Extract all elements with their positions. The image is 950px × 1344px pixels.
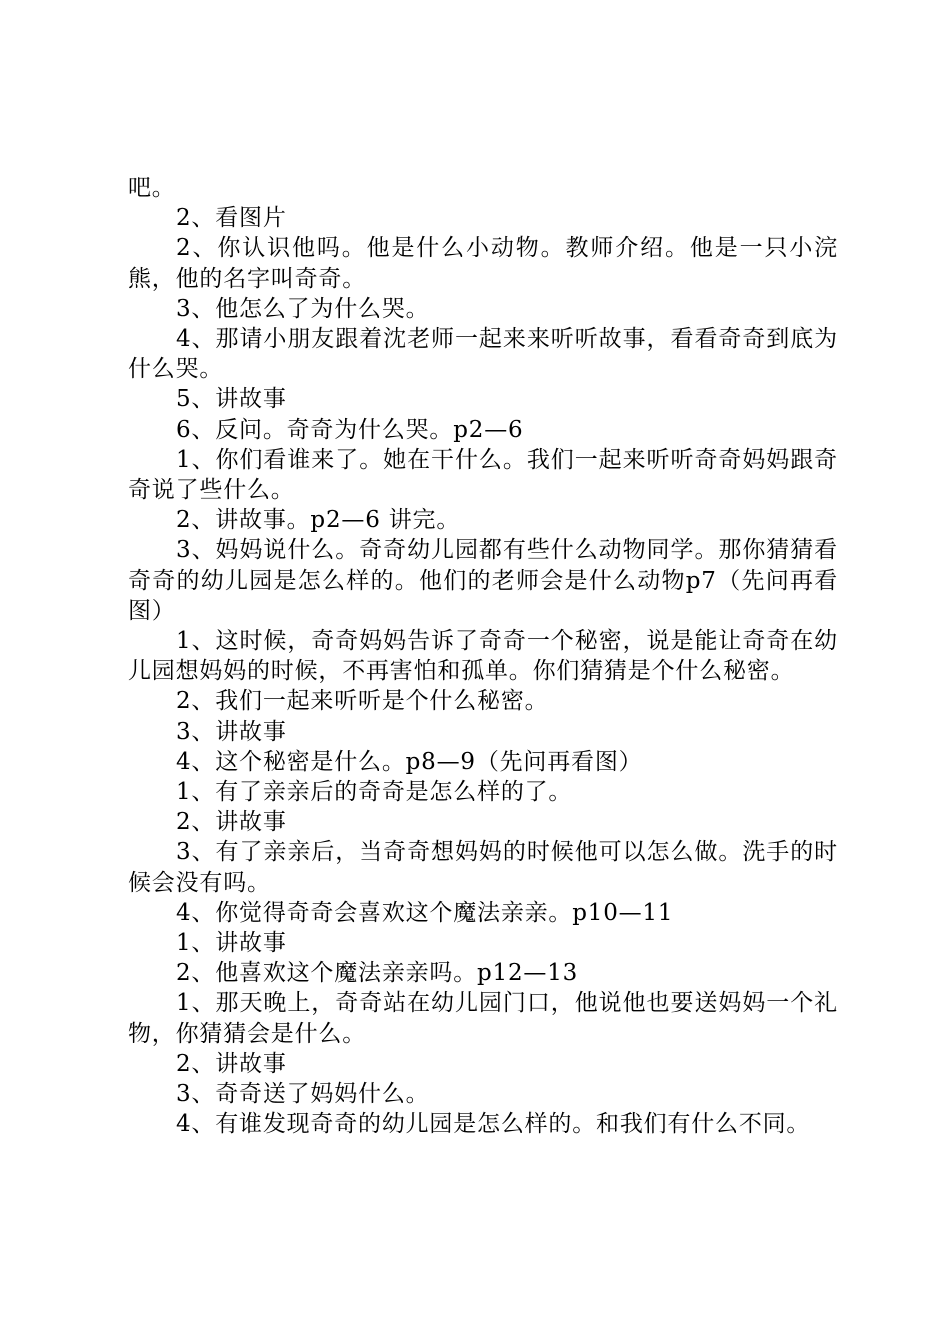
paragraph: 4、有谁发现奇奇的幼儿园是怎么样的。和我们有什么不同。	[176, 1111, 811, 1138]
paragraph: 吧。	[128, 175, 176, 201]
paragraph: 3、讲故事	[176, 718, 287, 745]
paragraph: 3、有了亲亲后，当奇奇想妈妈的时候他可以怎么做。洗手的时候会没有吗。	[128, 839, 838, 896]
paragraph: 2、讲故事。p2—6 讲完。	[176, 507, 461, 534]
paragraph: 2、我们一起来听听是个什么秘密。	[176, 688, 549, 715]
paragraph: 2、讲故事	[176, 809, 287, 836]
paragraph: 2、看图片	[176, 205, 287, 232]
paragraph: 1、这时候，奇奇妈妈告诉了奇奇一个秘密，说是能让奇奇在幼儿园想妈妈的时候，不再害怕和孤单。你们猜猜是个什么秘密。	[128, 628, 838, 685]
paragraph: 1、那天晚上，奇奇站在幼儿园门口，他说他也要送妈妈一个礼物，你猜猜会是什么。	[128, 990, 838, 1047]
paragraph: 1、讲故事	[176, 930, 287, 957]
paragraph: 4、那请小朋友跟着沈老师一起来来听听故事，看看奇奇到底为什么哭。	[128, 326, 838, 383]
paragraph: 4、这个秘密是什么。p8—9（先问再看图）	[176, 748, 643, 775]
paragraph: 1、有了亲亲后的奇奇是怎么样的了。	[176, 779, 573, 806]
paragraph: 3、奇奇送了妈妈什么。	[176, 1081, 430, 1108]
paragraph: 5、讲故事	[176, 386, 287, 413]
paragraph: 6、反问。奇奇为什么哭。p2—6	[176, 416, 524, 443]
paragraph: 2、你认识他吗。他是什么小动物。教师介绍。他是一只小浣熊，他的名字叫奇奇。	[128, 235, 838, 292]
paragraph: 2、他喜欢这个魔法亲亲吗。p12—13	[176, 960, 579, 987]
paragraph: 1、你们看谁来了。她在干什么。我们一起来听听奇奇妈妈跟奇奇说了些什么。	[128, 446, 838, 504]
paragraph: 3、妈妈说什么。奇奇幼儿园都有些什么动物同学。那你猜猜看奇奇的幼儿园是怎么样的。他们的老师会是什么动物p7（先问再看图）	[128, 537, 838, 624]
paragraph: 4、你觉得奇奇会喜欢这个魔法亲亲。p10—11	[176, 899, 674, 926]
document-body	[128, 173, 838, 1140]
paragraph: 3、他怎么了为什么哭。	[176, 295, 430, 322]
paragraph: 2、讲故事	[176, 1050, 287, 1077]
